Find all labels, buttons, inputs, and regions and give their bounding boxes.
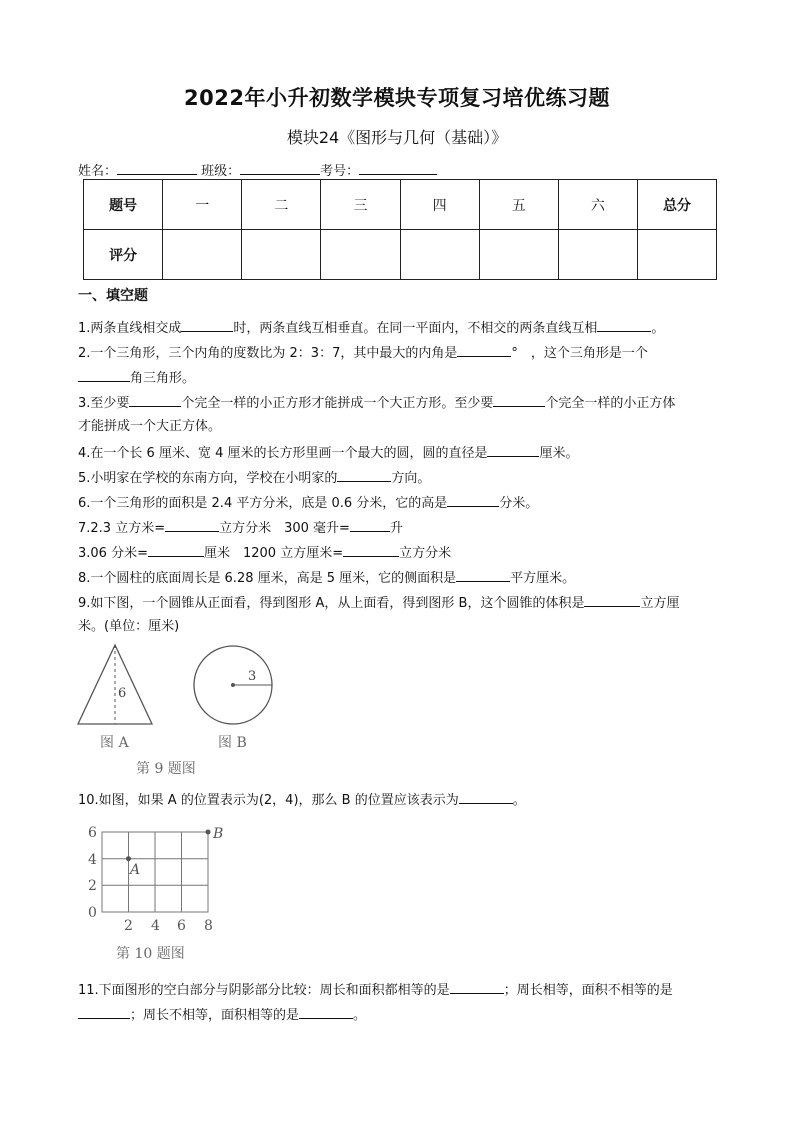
coordinate-grid — [102, 832, 208, 912]
question-3 — [78, 393, 675, 412]
exam-blank[interactable] — [359, 162, 437, 175]
q11-text-c: ；周长不相等，面积相等的是 — [130, 1008, 300, 1023]
question-4 — [78, 443, 579, 462]
q7-blank-4[interactable] — [343, 543, 399, 557]
name-label: 姓名： — [78, 164, 118, 179]
score-cell-2[interactable] — [242, 230, 321, 280]
question-11 — [78, 980, 673, 999]
question-7 — [78, 518, 403, 537]
q1-text-b: 时，两条直线互相垂直。在同一平面内，不相交的两条直线互相 — [233, 321, 598, 336]
y-tick-4: 4 — [88, 852, 97, 868]
score-cell-3[interactable] — [321, 230, 400, 280]
cone-height-label: 6 — [118, 686, 127, 701]
name-blank[interactable] — [117, 162, 197, 175]
q2-text-a: 2.一个三角形，三个内角的度数比为 2：3：7，其中最大的内角是 — [78, 346, 458, 361]
score-header-1: 一 — [163, 180, 242, 230]
figure-9-caption: 第 9 题图 — [136, 761, 196, 777]
circle-radius-label: 3 — [248, 669, 257, 684]
question-8 — [78, 568, 575, 587]
question-3-line-2 — [78, 418, 221, 435]
q11-blank-3[interactable] — [299, 1005, 353, 1019]
section-heading-fill-blank: 一、填空题 — [78, 288, 148, 304]
question-6 — [78, 493, 538, 512]
figure-a-label: 图 A — [100, 735, 129, 751]
q6-text-a: 6.一个三角形的面积是 2.4 平方分米，底是 0.6 分米，它的高是 — [78, 496, 448, 511]
score-header-3: 三 — [321, 180, 400, 230]
q11-text-d: 。 — [353, 1008, 367, 1023]
q9-text-a: 9.如下图，一个圆锥从正面看，得到图形 A，从上面看，得到图形 B，这个圆锥的体积是 — [78, 596, 585, 611]
q7-text-f: 立方分米 — [399, 546, 452, 561]
q10-text-a: 10.如图，如果 A 的位置表示为(2，4)，那么 B 的位置应该表示为 — [78, 793, 459, 808]
q3-text-d: 才能拼成一个大正方体。 — [78, 419, 222, 434]
score-cell-1[interactable] — [163, 230, 242, 280]
class-label: 班级： — [201, 164, 241, 179]
q2-text-b: ° ，这个三角形是一个 — [511, 346, 648, 361]
q2-blank-1[interactable] — [457, 343, 511, 357]
q10-text-b: 。 — [512, 793, 526, 808]
q11-blank-1[interactable] — [450, 980, 504, 994]
q3-text-a: 3.至少要 — [78, 396, 130, 411]
y-tick-2: 2 — [88, 878, 97, 894]
score-row-label: 评分 — [84, 230, 163, 280]
q7-blank-2[interactable] — [350, 518, 390, 532]
score-table-header-row — [84, 180, 717, 230]
score-cell-6[interactable] — [558, 230, 637, 280]
q7-text-b: 立方分米 300 毫升= — [219, 521, 350, 536]
q4-text-b: 厘米。 — [539, 446, 579, 461]
q3-blank-2[interactable] — [493, 393, 545, 407]
point-a-dot — [126, 856, 131, 861]
figure-b-label: 图 B — [218, 735, 247, 751]
score-cell-total[interactable] — [637, 230, 716, 280]
x-tick-6: 6 — [177, 918, 186, 934]
figure-9 — [70, 640, 280, 780]
score-table — [83, 179, 717, 280]
q8-blank-1[interactable] — [456, 568, 510, 582]
q4-text-a: 4.在一个长 6 厘米、宽 4 厘米的长方形里画一个最大的圆，圆的直径是 — [78, 446, 488, 461]
question-11-line-2 — [78, 1005, 366, 1024]
q9-text-b: 立方厘 — [640, 596, 680, 611]
score-table-score-row — [84, 230, 717, 280]
question-1 — [78, 318, 664, 337]
q1-blank-1[interactable] — [181, 318, 233, 332]
q9-text-c: 米。(单位：厘米) — [78, 619, 180, 634]
question-9 — [78, 593, 680, 612]
figure-10 — [80, 822, 240, 967]
y-tick-6: 6 — [88, 825, 97, 841]
q4-blank-1[interactable] — [487, 443, 539, 457]
point-b-label: B — [213, 826, 224, 842]
q5-text-b: 方向。 — [391, 471, 431, 486]
point-a-label: A — [130, 862, 141, 878]
q1-blank-2[interactable] — [597, 318, 651, 332]
q11-text-b: ；周长相等，面积不相等的是 — [503, 983, 673, 998]
q7-text-d: 3.06 分米= — [78, 546, 148, 561]
score-header-4: 四 — [400, 180, 479, 230]
score-cell-5[interactable] — [479, 230, 558, 280]
score-header-total: 总分 — [637, 180, 716, 230]
q7-blank-1[interactable] — [165, 518, 219, 532]
q3-text-c: 个完全一样的小正方体 — [545, 396, 676, 411]
question-5 — [78, 468, 430, 487]
question-2-line-2 — [78, 368, 195, 387]
q3-text-b: 个完全一样的小正方形才能拼成一个大正方形。至少要 — [181, 396, 494, 411]
q8-text-b: 平方厘米。 — [510, 571, 576, 586]
q11-text-a: 11.下面图形的空白部分与阴影部分比较：周长和面积都相等的是 — [78, 983, 450, 998]
q3-blank-1[interactable] — [129, 393, 181, 407]
q2-text-c: 角三角形。 — [130, 371, 196, 386]
y-tick-0: 0 — [88, 905, 97, 921]
class-blank[interactable] — [240, 162, 320, 175]
figure-10-caption: 第 10 题图 — [116, 946, 185, 962]
point-b-dot — [206, 830, 211, 835]
score-header-6: 六 — [558, 180, 637, 230]
q8-text-a: 8.一个圆柱的底面周长是 6.28 厘米，高是 5 厘米，它的侧面积是 — [78, 571, 457, 586]
score-cell-4[interactable] — [400, 230, 479, 280]
score-header-5: 五 — [479, 180, 558, 230]
q7-text-e: 厘米 1200 立方厘米= — [203, 546, 344, 561]
page-subtitle: 模块24《图形与几何（基础）》 — [286, 128, 508, 147]
q6-blank-1[interactable] — [447, 493, 499, 507]
q9-blank-1[interactable] — [584, 593, 640, 607]
x-tick-4: 4 — [151, 918, 160, 934]
q7-text-a: 7.2.3 立方米= — [78, 521, 166, 536]
q6-text-b: 分米。 — [499, 496, 539, 511]
question-10 — [78, 790, 526, 809]
x-tick-2: 2 — [124, 918, 133, 934]
q1-text-a: 1.两条直线相交成 — [78, 321, 182, 336]
question-9-line-2 — [78, 618, 179, 635]
q7-text-c: 升 — [389, 521, 403, 536]
q5-text-a: 5.小明家在学校的东南方向，学校在小明家的 — [78, 471, 338, 486]
q1-text-c: 。 — [651, 321, 665, 336]
q10-blank-1[interactable] — [459, 790, 513, 804]
score-header-2: 二 — [242, 180, 321, 230]
question-2 — [78, 343, 648, 362]
x-tick-8: 8 — [204, 918, 213, 934]
student-info-line — [78, 160, 437, 179]
q11-blank-2[interactable] — [78, 1005, 130, 1019]
q5-blank-1[interactable] — [337, 468, 391, 482]
page-title: 2022年小升初数学模块专项复习培优练习题 — [184, 86, 610, 110]
score-header-label: 题号 — [84, 180, 163, 230]
q2-blank-2[interactable] — [78, 368, 130, 382]
question-7-line-2 — [78, 543, 451, 562]
q7-blank-3[interactable] — [148, 543, 204, 557]
exam-label: 考号： — [320, 164, 360, 179]
